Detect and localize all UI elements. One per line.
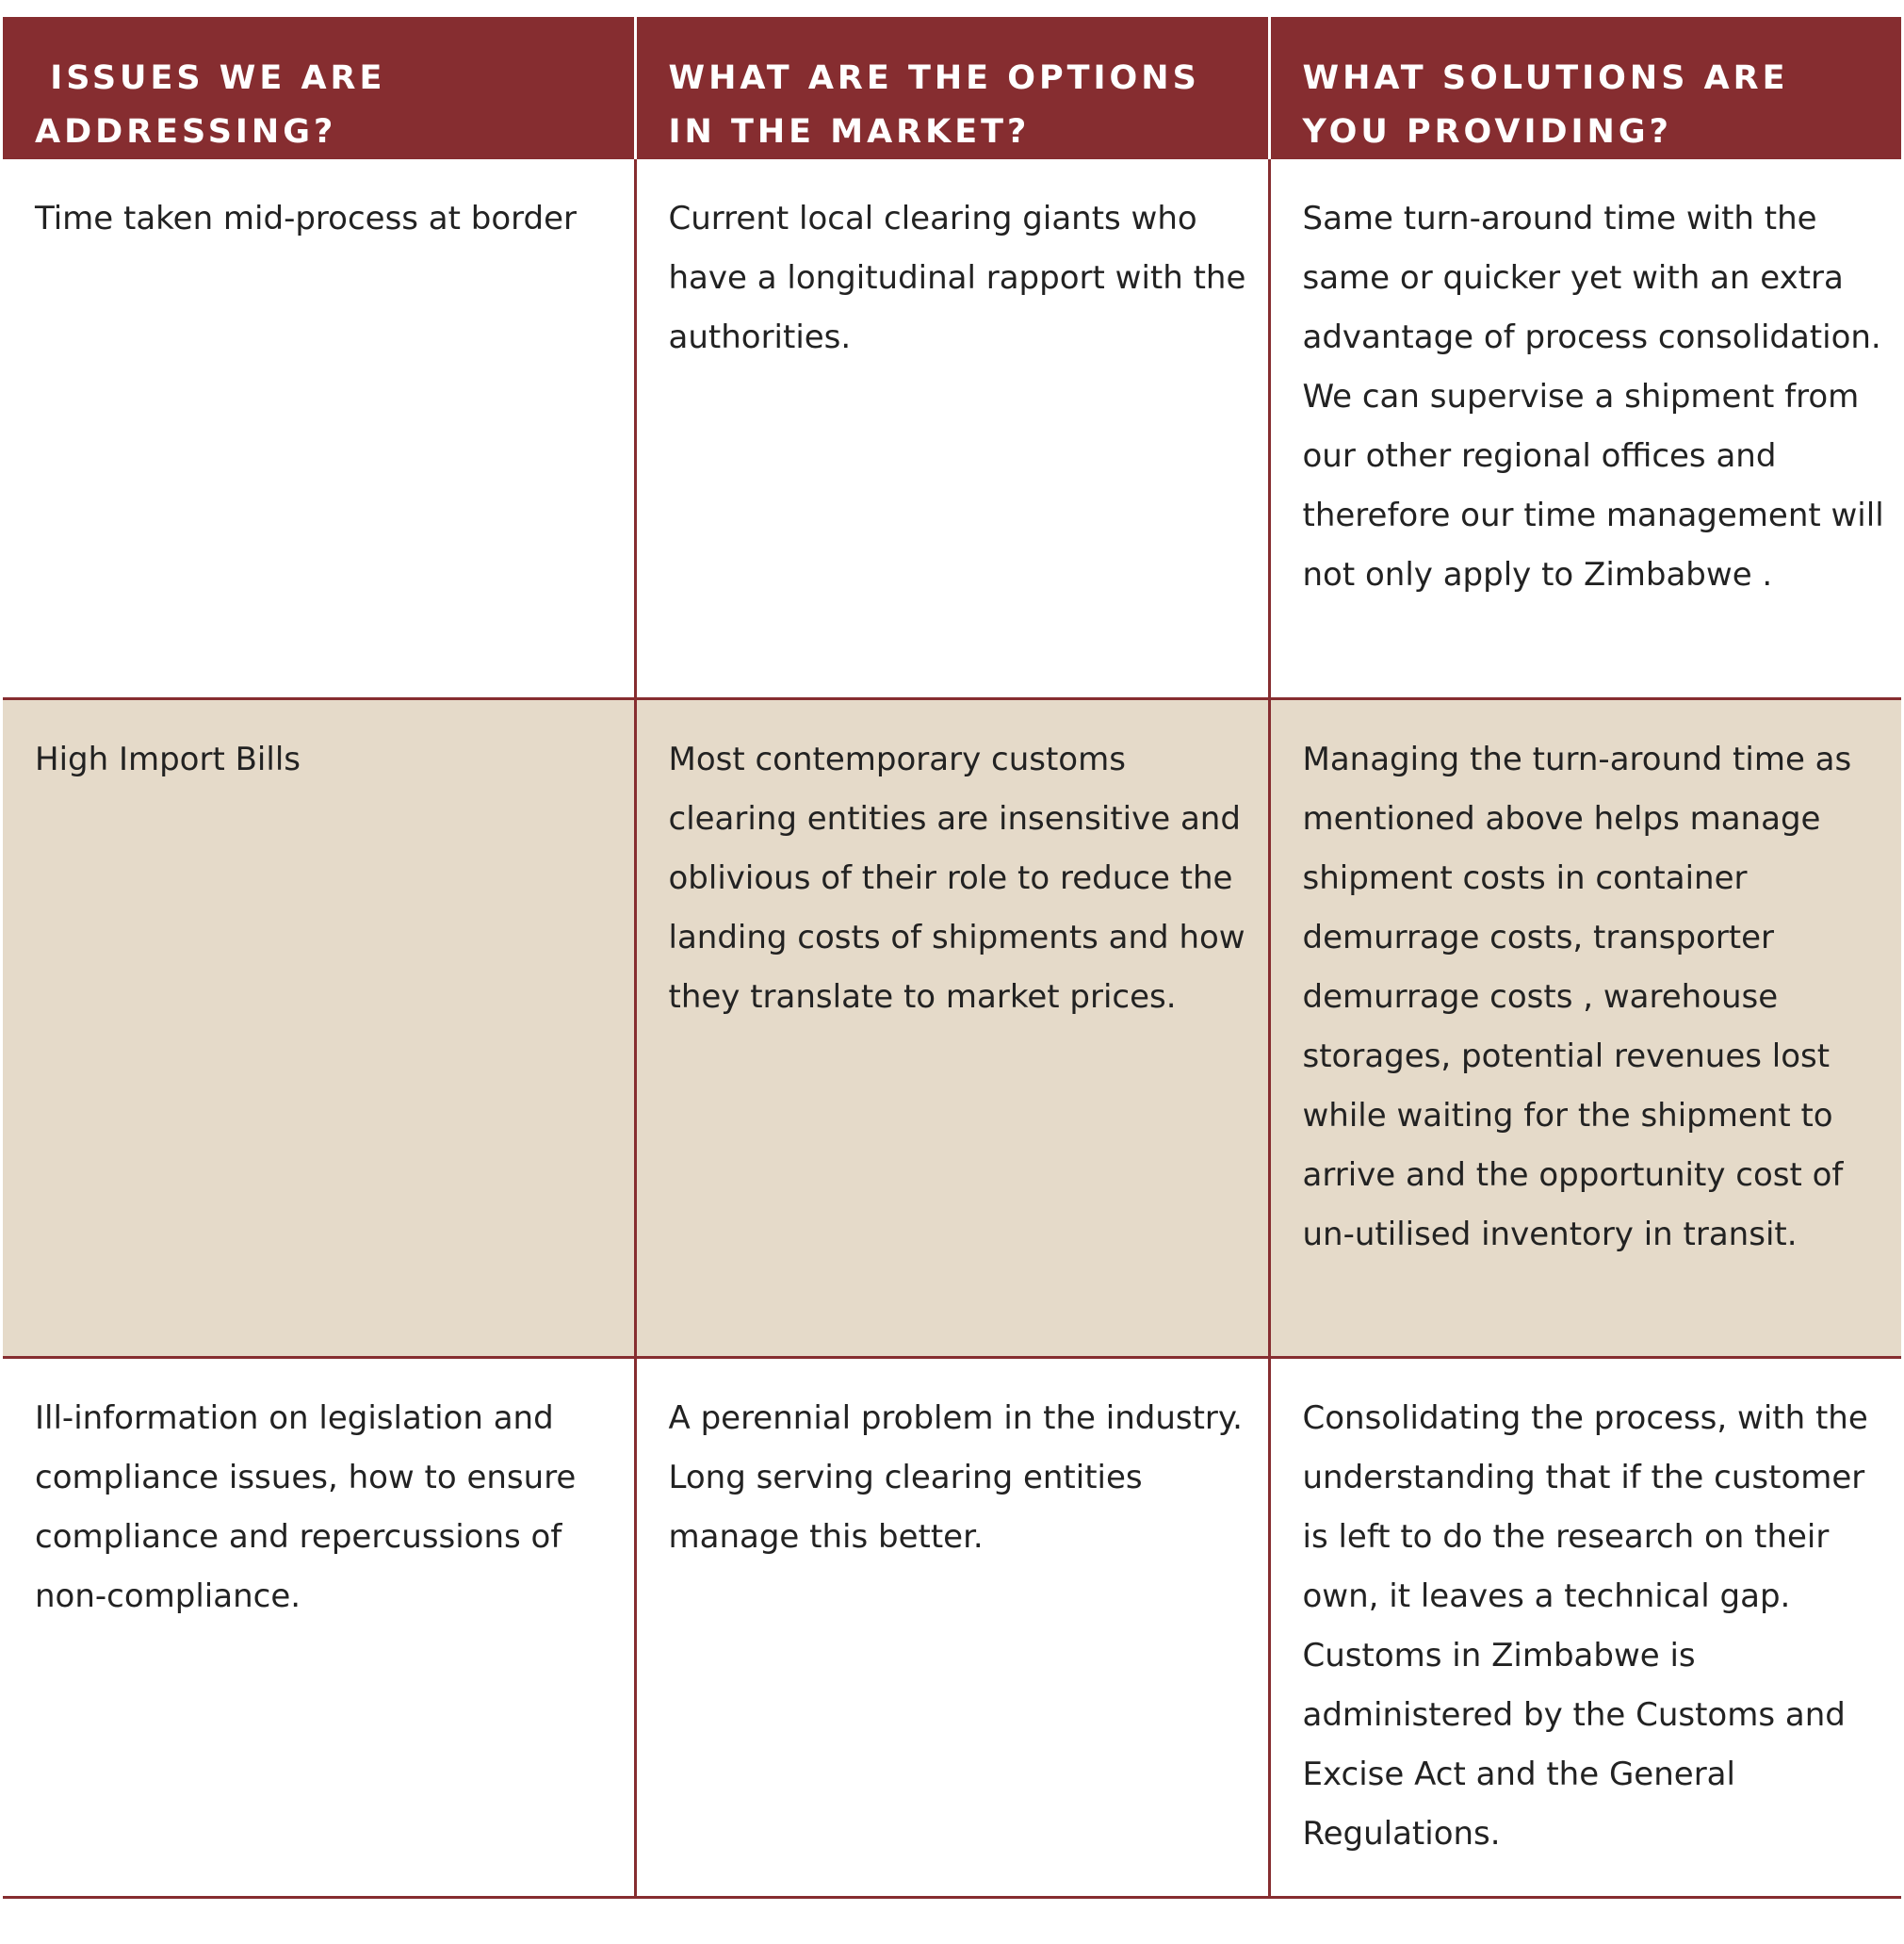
header-solutions: WHAT SOLUTIONS ARE YOU PROVIDING?	[1269, 17, 1901, 159]
options-cell: A perennial problem in the industry. Long serving clearing entities manage this better.	[635, 1357, 1269, 1897]
table-row	[3, 698, 1901, 1357]
issue-cell: Ill-information on legislation and compliance issues, how to ensure compliance and repercussions of non-compliance.	[3, 1357, 635, 1897]
options-cell: Current local clearing giants who have a longitudinal rapport with the authorities.	[635, 159, 1269, 698]
solutions-cell: Same turn-around time with the same or quicker yet with an extra advantage of process consolidation. We can supervise a shipment from our other regional offices and therefore our time management will not only apply to Zimbabwe .	[1269, 159, 1901, 698]
issue-cell: High Import Bills	[3, 698, 635, 1357]
table-row	[3, 159, 1901, 698]
header-row	[3, 17, 1901, 159]
table-row	[3, 1357, 1901, 1897]
solutions-cell: Managing the turn-around time as mentioned above helps manage shipment costs in container demurrage costs, transporter demurrage costs , warehouse storages, potential revenues lost while waiting for the shipment to arrive and the opportunity cost of un-utilised inventory in transit.	[1269, 698, 1901, 1357]
issues-solutions-table	[3, 17, 1901, 1899]
options-cell: Most contemporary customs clearing entities are insensitive and oblivious of their role to reduce the landing costs of shipments and how they translate to market prices.	[635, 698, 1269, 1357]
solutions-cell: Consolidating the process, with the understanding that if the customer is left to do the research on their own, it leaves a technical gap. Customs in Zimbabwe is administered by the Customs and Excise Act and the General Regulations.	[1269, 1357, 1901, 1897]
issue-cell: Time taken mid-process at border	[3, 159, 635, 698]
header-issues: ISSUES WE ARE ADDRESSING?	[3, 17, 635, 159]
header-options: WHAT ARE THE OPTIONS IN THE MARKET?	[635, 17, 1269, 159]
